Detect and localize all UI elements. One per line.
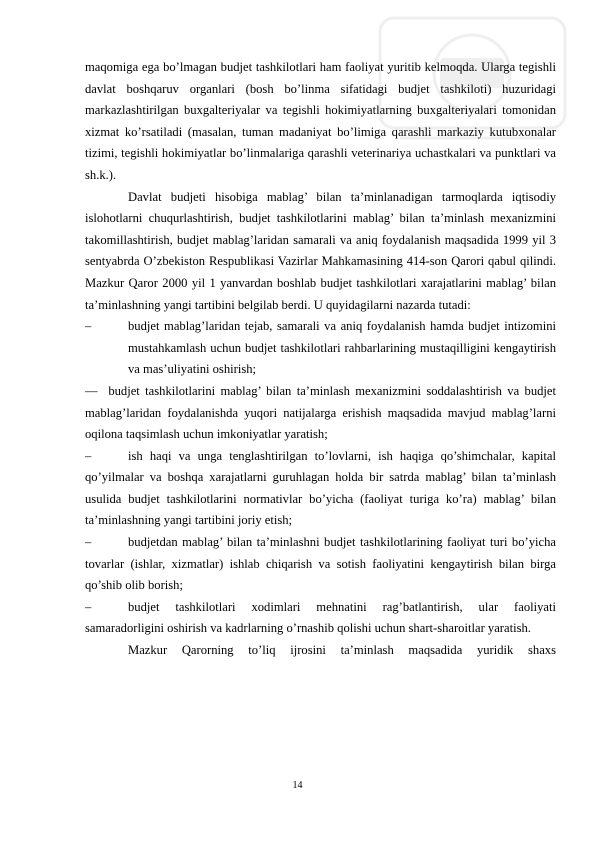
document-body <box>85 57 556 662</box>
list-item-text: budjet mablag’laridan tejab, samarali va aniq foydalanish hamda budjet intizomini mustahkamlash uchun budjet tashkilotlari rahbarlarining mustaqilligini kengaytirish va mas’uliyatini oshirish; <box>128 319 556 377</box>
list-bullet: – <box>85 319 92 334</box>
list-bullet: – <box>85 535 92 550</box>
list-bullet: — <box>85 383 98 398</box>
list-item <box>85 446 556 532</box>
list-item-text: budjet tashkilotlari xodimlari mehnatini rag’batlantirish, ular faoliyati samaradorligini oshirish va kadrlarning o’rnashib qolishi uchun shart-sharoitlar yaratish. <box>85 599 556 636</box>
list-item <box>85 597 556 640</box>
list-bullet: – <box>85 448 92 463</box>
list-item-text: budjetdan mablag’ bilan ta’minlashni budjet tashkilotlarining faoliyat turi bo’yicha tovarlar (ishlar, xizmatlar) ishlab chiqarish va sotish faoliyatini kengaytirish bilan birga qo’shib olib borish; <box>85 535 556 593</box>
paragraph-2: Davlat budjeti hisobiga mablag’ bilan ta’minlanadigan tarmoqlarda iqtisodiy islohotlarni chuqurlashtirish, budjet tashkilotlarini mablag’ bilan ta’minlash mexanizmini takomillashtirish, budjet mablag’laridan samarali va aniq foydalanish maqsadida 1999 yil 3 sentyabrda O’zbekiston Respublikasi Vazirlar Mahkamasining 414-son Qarori qabul qilindi. Mazkur Qaror 2000 yil 1 yanvardan boshlab budjet tashkilotlari xarajatlarini mablag’ bilan ta’minlashning yangi tartibini belgilab berdi. U quyidagilarni nazarda tutadi: <box>85 189 556 312</box>
paragraph-1: maqomiga ega bo’lmagan budjet tashkilotlari ham faoliyat yuritib kelmoqda. Ularga tegishli davlat boshqaruv organlari (bosh bo’linma sifatidagi budjet tashkiloti) huzuridagi markazlashtirilgan buxgalteriyalar va tegishli hokimiyatlarning buxgalteriyalari tomonidan xizmat ko’rsatiladi (masalan, tuman madaniyat bo’limiga qarashli markaziy kutubxonalar tizimi, tegishli hokimiyatlar bo’linmalariga qarashli veterinariya uchastkalari va punktlari va sh.k.). <box>85 60 556 182</box>
list-bullet: – <box>85 599 92 614</box>
list-item <box>85 316 556 381</box>
closing-paragraph: Mazkur Qarorning to’liq ijrosini ta’minlash maqsadida yuridik shaxs <box>128 643 556 658</box>
list-item <box>85 532 556 597</box>
list-item <box>85 381 556 446</box>
page-number: 14 <box>292 780 303 791</box>
list-item-text: budjet tashkilotlarini mablag’ bilan ta’minlash mexanizmini soddalashtirish va budjet mablag’laridan foydalanishda yuqori natijalarga erishish maqsadida mavjud mablag’larni oqilona taqsimlash uchun imkoniyatlar yaratish; <box>85 383 556 442</box>
list-item-text: ish haqi va unga tenglashtirilgan to’lovlarni, ish haqiga qo’shimchalar, kapital qo’yilmalar va boshqa xarajatlarni guruhlagan holda bir satrda mablag’ bilan ta’minlash usulida budjet tashkilotlarini normativlar bo’yicha (faoliyat turiga ko’ra) mablag’ bilan ta’minlashning yangi tartibini joriy etish; <box>85 448 556 528</box>
